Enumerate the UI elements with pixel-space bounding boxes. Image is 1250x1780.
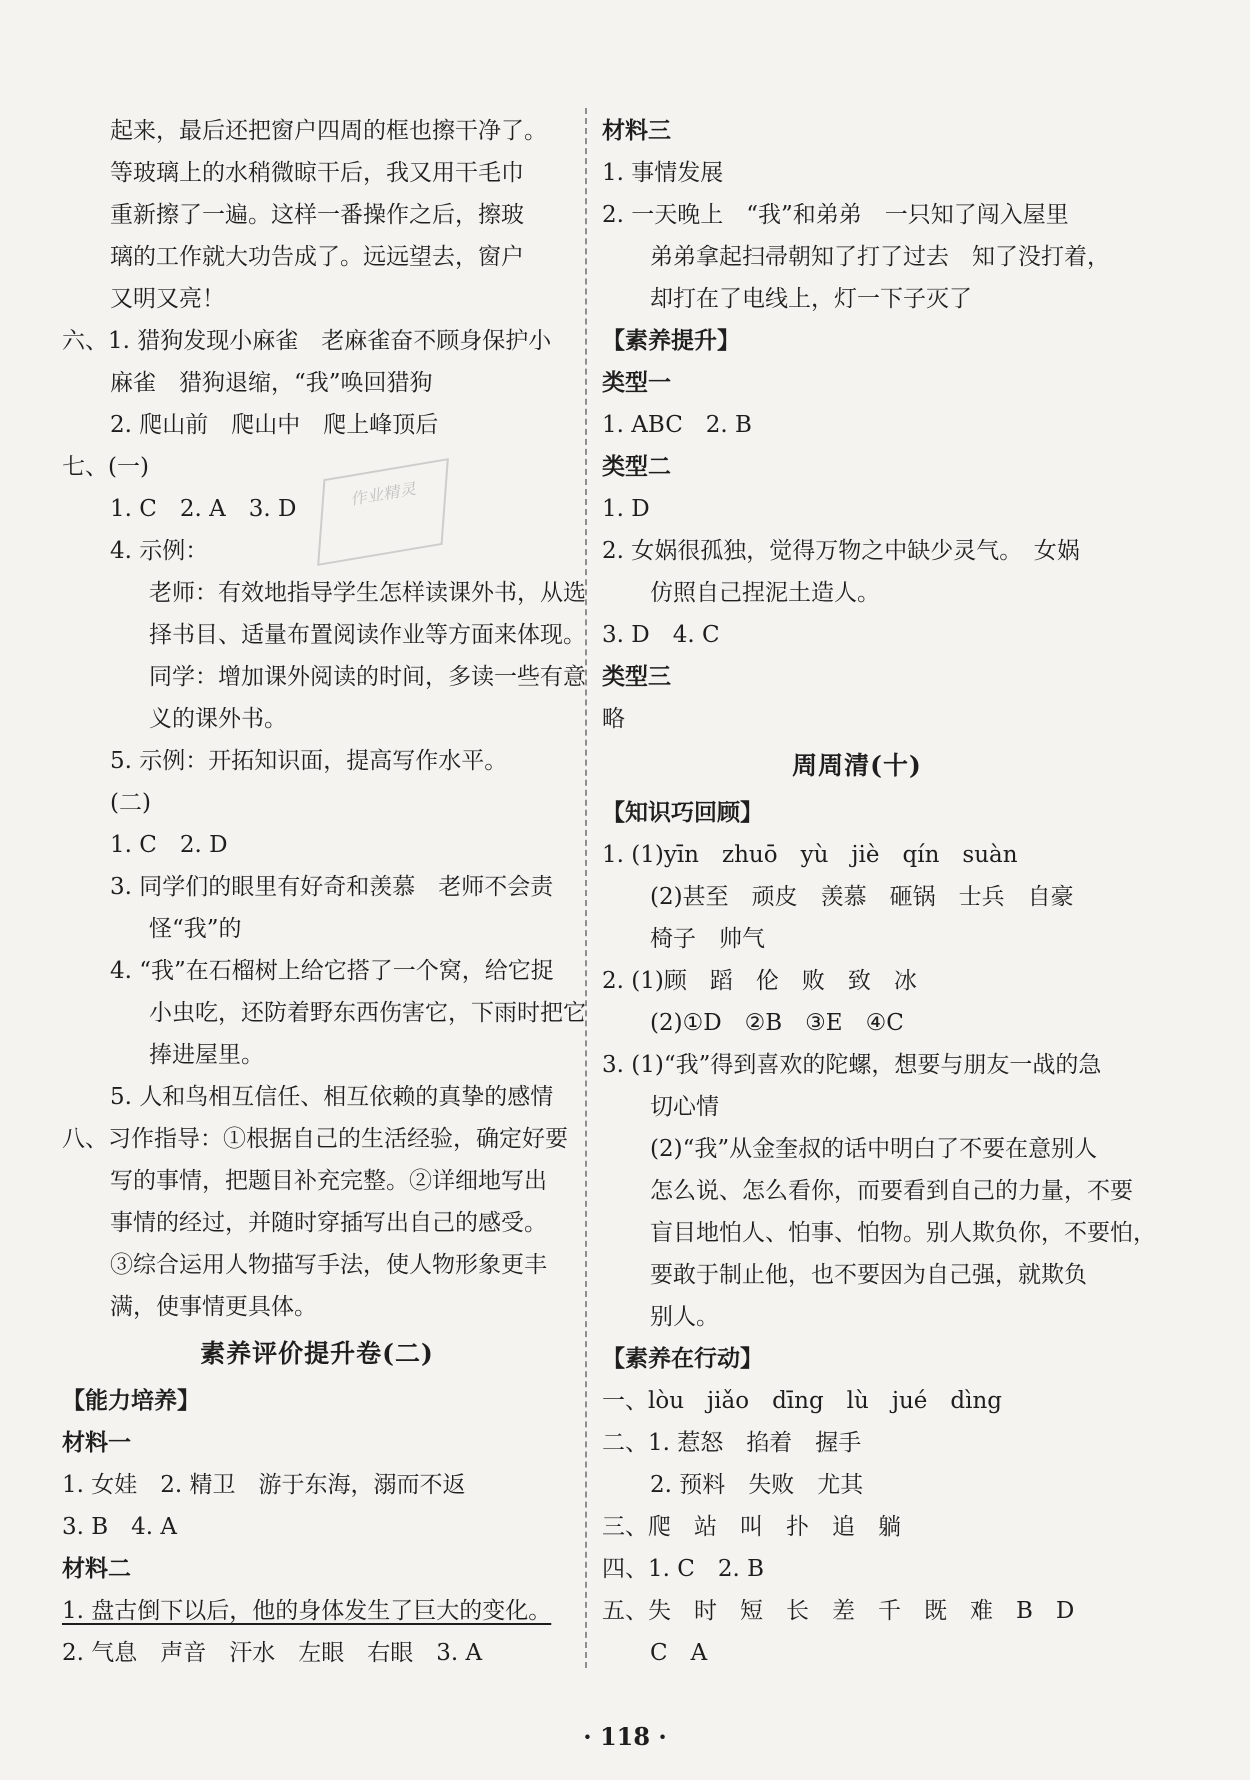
text-line: 别人。 [650, 1304, 719, 1330]
text-line: 仿照自己捏泥土造人。 [650, 580, 880, 606]
text-line: (二) [110, 790, 151, 816]
text-line: 却打在了电线上，灯一下子灭了 [650, 286, 972, 312]
text-line: 1. 事情发展 [602, 160, 724, 186]
text-line: 怪“我”的 [149, 916, 242, 942]
text-line: 椅子 帅气 [650, 926, 765, 952]
page-number: · 118 · [583, 1722, 667, 1751]
text-line: 四、1. C 2. B [602, 1556, 765, 1582]
text-line: 怎么说、怎么看你，而要看到自己的力量，不要 [650, 1178, 1133, 1204]
text-line: (2)①D ②B ③E ④C [650, 1010, 904, 1036]
text-line: C A [650, 1640, 708, 1666]
text-line: 【素养在行动】 [602, 1345, 763, 1372]
text-line: 2. (1)顾 蹈 伦 败 致 冰 [602, 968, 917, 994]
right-column [602, 110, 1156, 1674]
text-line: 5. 示例：开拓知识面，提高写作水平。 [110, 748, 508, 774]
text-line: 又明又亮！ [110, 286, 225, 312]
text-line: (2)“我”从金奎叔的话中明白了不要在意别人 [650, 1136, 1098, 1162]
text-line: 材料一 [62, 1429, 131, 1456]
text-line: 璃的工作就大功告成了。远远望去，窗户 [110, 244, 524, 270]
stamp-text: 作业精灵 [350, 478, 418, 509]
text-line: 略 [602, 706, 625, 732]
text-line: 1. 盘古倒下以后，他的身体发生了巨大的变化。 [62, 1598, 552, 1624]
text-line: ③综合运用人物描写手法，使人物形象更丰 [110, 1252, 547, 1278]
text-line: 重新擦了一遍。这样一番操作之后，擦玻 [110, 202, 524, 228]
text-line: 老师：有效地指导学生怎样读课外书，从选 [149, 580, 586, 606]
text-line: 1. (1)yīn zhuō yù jiè qín suàn [602, 842, 1018, 868]
text-line: 材料三 [602, 117, 671, 144]
text-line: 2. 一天晚上 “我”和弟弟 一只知了闯入屋里 [602, 202, 1069, 228]
text-line: 盲目地怕人、怕事、怕物。别人欺负你，不要怕， [650, 1220, 1156, 1246]
text-line: 三、爬 站 叫 扑 追 躺 [602, 1514, 901, 1540]
text-line: 六、1. 猎狗发现小麻雀 老麻雀奋不顾身保护小 [62, 328, 552, 354]
text-line: 1. C 2. A 3. D [110, 496, 297, 522]
text-line: 3. (1)“我”得到喜欢的陀螺，想要与朋友一战的急 [602, 1052, 1102, 1078]
text-line: 类型一 [602, 369, 671, 396]
text-line: 一、lòu jiǎo dīng lù jué dìng [602, 1388, 1003, 1414]
text-line: 义的课外书。 [149, 706, 287, 732]
text-line: 择书目、适量布置阅读作业等方面来体现。 [149, 622, 586, 648]
text-line: 二、1. 惹怒 掐着 握手 [602, 1430, 862, 1456]
text-line: 麻雀 猎狗退缩，“我”唤回猎狗 [110, 370, 433, 396]
text-line: 4. 示例： [110, 538, 209, 564]
text-line: 2. 女娲很孤独，觉得万物之中缺少灵气。 女娲 [602, 538, 1080, 564]
column-divider [585, 108, 587, 1668]
text-line: 1. C 2. D [110, 832, 228, 858]
text-line: 捧进屋里。 [149, 1042, 264, 1068]
text-line: 【素养提升】 [602, 327, 740, 354]
section-heading: 素养评价提升卷(二) [200, 1339, 434, 1368]
text-line: (2)甚至 顽皮 羡慕 砸锅 士兵 自豪 [650, 884, 1074, 910]
text-line: 小虫吃，还防着野东西伤害它，下雨时把它 [149, 1000, 586, 1026]
text-line: 5. 人和鸟相互信任、相互依赖的真挚的感情 [110, 1084, 554, 1110]
text-line: 1. ABC 2. B [602, 412, 752, 438]
text-line: 写的事情，把题目补充完整。②详细地写出 [110, 1168, 547, 1194]
text-line: 【知识巧回顾】 [602, 799, 763, 826]
text-line: 3. D 4. C [602, 622, 720, 648]
text-line: 2. 爬山前 爬山中 爬上峰顶后 [110, 412, 439, 438]
text-line: 1. D [602, 496, 650, 522]
text-line: 起来，最后还把窗户四周的框也擦干净了。 [110, 118, 547, 144]
text-line: 1. 女娃 2. 精卫 游于东海，溺而不返 [62, 1472, 466, 1498]
text-line: 满，使事情更具体。 [110, 1294, 317, 1320]
text-line: 4. “我”在石榴树上给它搭了一个窝，给它捉 [110, 958, 554, 984]
section-heading: 周周清(十) [792, 751, 922, 780]
text-line: 等玻璃上的水稍微晾干后，我又用干毛巾 [110, 160, 524, 186]
text-line: 八、习作指导：①根据自己的生活经验，确定好要 [62, 1126, 568, 1152]
text-line: 2. 气息 声音 汗水 左眼 右眼 3. A [62, 1640, 483, 1666]
text-line: 3. B 4. A [62, 1514, 178, 1540]
text-line: 【能力培养】 [62, 1387, 200, 1414]
text-line: 3. 同学们的眼里有好奇和羡慕 老师不会责 [110, 874, 554, 900]
text-line: 材料二 [62, 1555, 131, 1582]
text-line: 要敢于制止他，也不要因为自己强，就欺负 [650, 1262, 1087, 1288]
text-line: 五、失 时 短 长 差 千 既 难 B D [602, 1598, 1075, 1624]
text-line: 类型三 [602, 663, 671, 690]
text-line: 2. 预料 失败 尤其 [650, 1472, 864, 1498]
text-line: 切心情 [650, 1094, 719, 1120]
text-line: 同学：增加课外阅读的时间，多读一些有意 [149, 664, 586, 690]
text-line: 七、(一) [62, 454, 149, 480]
left-column [62, 110, 586, 1674]
text-line: 弟弟拿起扫帚朝知了打了过去 知了没打着， [650, 244, 1110, 270]
text-line: 事情的经过，并随时穿插写出自己的感受。 [110, 1210, 547, 1236]
text-line: 类型二 [602, 453, 671, 480]
